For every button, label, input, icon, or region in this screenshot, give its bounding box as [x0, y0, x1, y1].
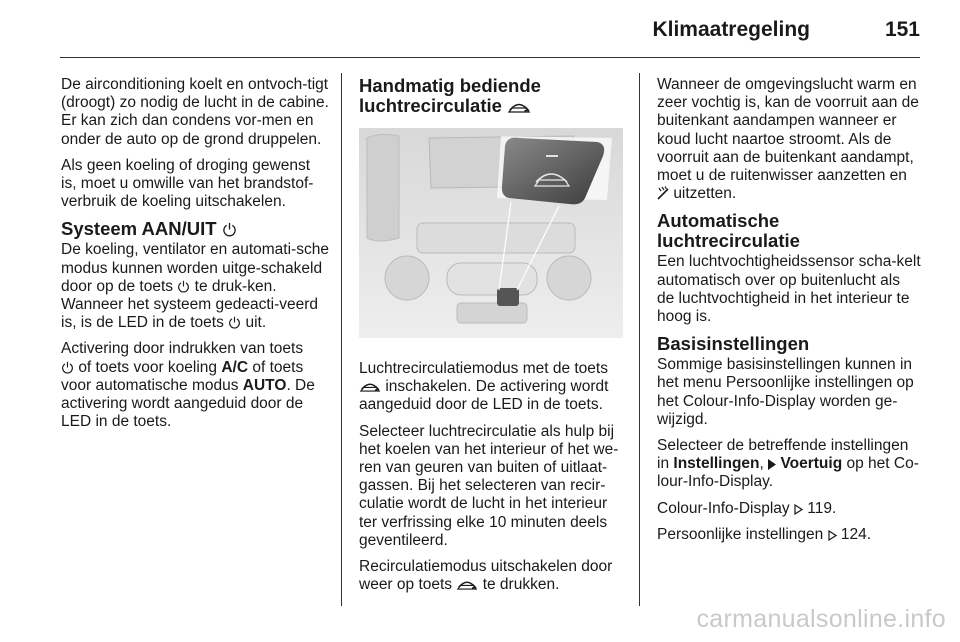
heading-automatische-luchtrecirculatie: Automatische luchtrecirculatie	[657, 210, 800, 252]
power-icon	[61, 361, 74, 374]
paragraph-activering: Activering door indrukken van toets of toets voor koeling A/C of toets voor automatische modus AUTO. De activering wordt aangeduid door de LED in de toets.	[61, 340, 315, 431]
label-ac: A/C	[221, 358, 249, 376]
heading-basisinstellingen: Basisinstellingen	[657, 333, 810, 355]
menu-instellingen: Instellingen	[673, 455, 760, 473]
recirculation-icon	[456, 578, 478, 591]
column-divider-2	[639, 73, 640, 606]
paragraph-koeling-uit: Als geen koeling of droging gewenst is, moet u omwille van het brandstof-verbruik de koeling uitschakelen.	[61, 156, 314, 211]
paragraph-basisinstellingen: Sommige basisinstellingen kunnen in het menu Persoonlijke instellingen op het Colour-Info-Display worden ge-wijzigd.	[657, 356, 914, 428]
paragraph-selecteer-recirculatie: Selecteer luchtrecirculatie als hulp bij het koelen van het interieur of het we-ren van geuren van buiten of uitlaat-gassen. Bij het selecteren van recir-culatie wordt de lucht in het interieur ter verfrissing elke 10 minuten deels geventileerd.	[359, 422, 619, 549]
paragraph-selecteer-instellingen: Selecteer de betreffende instellingen in Instellingen, Voertuig op het Co-lour-Info-Display.	[657, 437, 919, 491]
page-ref-persoonlijke-instellingen[interactable]: Persoonlijke instellingen 124.	[657, 525, 872, 543]
menu-arrow-icon	[768, 459, 776, 470]
paragraph-systeem-uit: De koeling, ventilator en automati-sche modus kunnen worden uitge-schakeld door op de toets te druk-ken. Wanneer het systeem gedeacti-veerd is, is de LED in de toets uit.	[61, 241, 329, 332]
recirculation-button-photo	[359, 128, 623, 338]
menu-voertuig: Voertuig	[780, 455, 843, 473]
paragraph-vochtigheidssensor: Een luchtvochtigheidssensor scha-kelt automatisch over op buitenlucht als de luchtvochtigheid in het interieur te hoog is.	[657, 253, 921, 326]
heading-systeem-aan-uit: Systeem AAN/UIT	[61, 219, 329, 239]
label-auto: AUTO	[242, 376, 287, 394]
page-number: 151	[884, 18, 920, 41]
column-right	[657, 76, 921, 552]
power-icon	[177, 280, 190, 293]
power-icon	[228, 316, 241, 329]
column-left	[61, 76, 329, 439]
column-middle	[359, 76, 623, 602]
page-ref-colour-info-display[interactable]: Colour-Info-Display 119.	[657, 499, 837, 517]
paragraph-inschakelen: Luchtrecirculatiemodus met de toets inschakelen. De activering wordt aangeduid door de LED in de toets.	[359, 360, 609, 414]
column-divider-1	[341, 73, 342, 606]
heading-handmatig-recirculatie: Handmatig bediende luchtrecirculatie	[359, 75, 541, 116]
power-icon	[222, 222, 237, 237]
watermark: carmanualsonline.info	[696, 605, 946, 633]
header-rule	[60, 57, 920, 58]
paragraph-uitschakelen: Recirculatiemodus uitschakelen door weer op toets te drukken.	[359, 558, 613, 594]
recirculation-icon	[507, 100, 531, 114]
page-ref-triangle-icon	[828, 530, 837, 541]
page-ref-triangle-icon	[794, 504, 803, 515]
paragraph-airco: De airconditioning koelt en ontvoch-tigt (droogt) zo nodig de lucht in de cabine. Er kan zich dan condens vor-men en onder de auto op de grond druppelen.	[61, 76, 329, 148]
wiper-icon	[657, 186, 669, 200]
paragraph-voorruit: Wanneer de omgevingslucht warm en zeer vochtig is, kan de voorruit aan de buitenkant aandampen wanneer er koud lucht naartoe stroomt. Als de voorruit aan de buitenkant aandampt, moet u de ruitenwisser aanzetten en uitzetten.	[657, 76, 919, 203]
recirculation-icon	[359, 380, 381, 393]
page-header-title: Klimaatregeling	[652, 18, 810, 41]
